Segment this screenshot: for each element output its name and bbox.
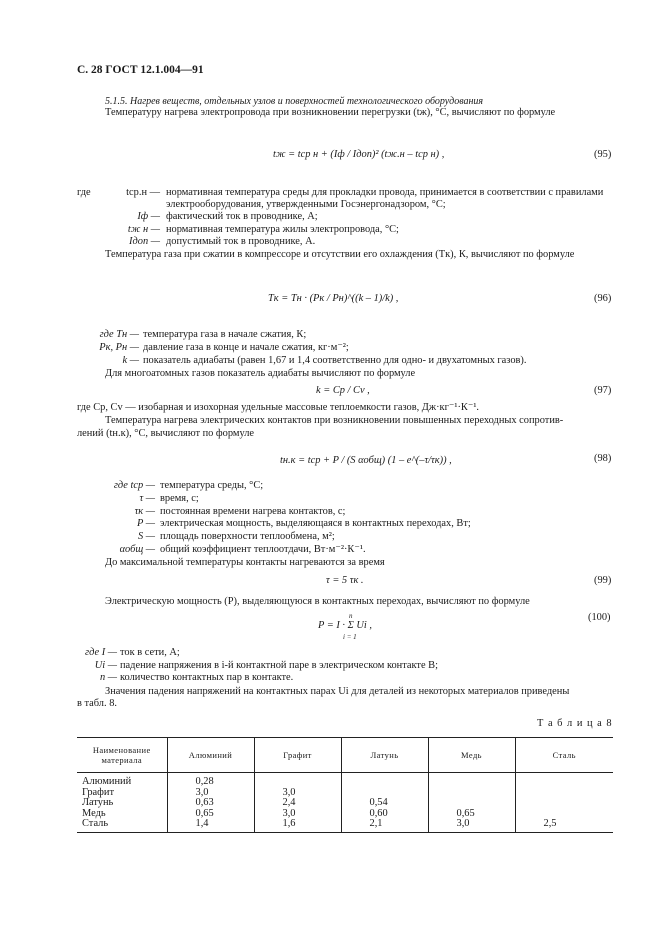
table-cell: 1,4 (167, 819, 254, 833)
equation-95: tж = tср н + (Iф / Iдоп)² (tж.н – tср н) , (273, 149, 445, 160)
where96-text-0: температура газа в начале сжатия, К; (143, 329, 307, 340)
table-cell (428, 788, 515, 799)
table-cell (515, 798, 613, 809)
equation-98-number: (98) (594, 453, 612, 464)
where100-sym-0: где I — (85, 647, 117, 658)
where96-text-1: давление газа в конце и начале сжатия, кг·м⁻²; (143, 342, 349, 353)
paragraph-4a: Температура нагрева электрических контактов при возникновении повышенных переходных сопротив- (105, 415, 564, 426)
equation-100: P = I · Σ Ui , (318, 620, 372, 631)
equation-100-number: (100) (588, 612, 611, 623)
table-header-row (77, 738, 613, 773)
table-cell: 0,65 (428, 809, 515, 820)
table-cell (515, 788, 613, 799)
table-cell: 0,63 (167, 798, 254, 809)
equation-96-number: (96) (594, 293, 612, 304)
table-cell (515, 773, 613, 788)
where95-text-4: допустимый ток в проводнике, А. (166, 236, 316, 247)
where98-text-1: время, с; (160, 493, 199, 504)
table-cell: 3,0 (254, 809, 341, 820)
table-row (77, 773, 613, 788)
where-intro: где (77, 187, 91, 198)
where98-sym-3: P — (137, 518, 155, 529)
col-header-brass: Латунь (341, 738, 428, 773)
table-cell: 2,5 (515, 819, 613, 833)
equation-99: τ = 5 τк . (326, 575, 364, 586)
table-cell: Сталь (77, 819, 167, 833)
paragraph-7b: в табл. 8. (77, 698, 117, 709)
table-cell: 3,0 (428, 819, 515, 833)
where95-text-1: электрооборудования, утвержденными Госэнергонадзором, °С; (166, 199, 446, 210)
paragraph-6: Электрическую мощность (P), выделяющуюся в контактных переходах, вычисляют по формуле (105, 596, 530, 607)
table-row (77, 809, 613, 820)
table-caption: Т а б л и ц а 8 (537, 718, 613, 729)
where100-sym-1: Ui — (94, 660, 117, 671)
table-cell (515, 809, 613, 820)
equation-98: tн.к = tср + P / (S αобщ) (1 – e^(–τ/τк)) , (280, 455, 452, 466)
col-header-graphite: Графит (254, 738, 341, 773)
table-cell: 0,60 (341, 809, 428, 820)
paragraph-7a: Значения падения напряжений на контактных парах Ui для деталей из некоторых материалов приведены (105, 686, 570, 697)
where100-text-1: падение напряжения в i-й контактной паре в электрическом контакте В; (120, 660, 438, 671)
where98-sym-5: αобщ — (119, 544, 155, 555)
sum-top: n (349, 612, 353, 620)
where98-sym-0: где tср — (113, 480, 155, 491)
paragraph-1: Температуру нагрева электропровода при возникновении перегрузки (tж), °С, вычисляют по формуле (105, 107, 556, 118)
where98-sym-4: S — (137, 531, 155, 542)
paragraph-5: До максимальной температуры контакты нагреваются за время (105, 557, 385, 568)
sum-bottom: i = 1 (343, 633, 357, 641)
where95-sym-4: Iдоп — (129, 236, 160, 247)
table-cell: 2,4 (254, 798, 341, 809)
data-table (77, 737, 613, 833)
col-header-aluminum: Алюминий (167, 738, 254, 773)
where98-text-2: постоянная времени нагрева контактов, с; (160, 506, 346, 517)
where96-sym-2: k — (122, 355, 139, 366)
table-cell: Латунь (82, 797, 114, 809)
where98-text-3: электрическая мощность, выделяющаяся в контактных переходах, Вт; (160, 518, 471, 529)
table-row (77, 788, 613, 799)
where98-text-0: температура среды, °С; (160, 480, 264, 491)
equation-99-number: (99) (594, 575, 612, 586)
table-cell: 0,65 (167, 809, 254, 820)
where95-text-3: нормативная температура жилы электропровода, °С; (166, 224, 399, 235)
equation-97: k = Cp / Cv , (316, 385, 370, 396)
where96-sym-0: где Tн — (99, 329, 139, 340)
where98-sym-1: τ — (139, 493, 155, 504)
page-header: С. 28 ГОСТ 12.1.004—91 (77, 64, 204, 76)
paragraph-4b: лений (tн.к), °С, вычисляют по формуле (77, 428, 255, 439)
where97-line: где Cp, Cv — изобарная и изохорная удельные массовые теплоемкости газов, Дж·кг⁻¹·К⁻¹. (77, 402, 480, 413)
table-cell: Алюминий (82, 776, 132, 787)
where95-sym-0: tср.н — (126, 187, 160, 198)
where98-text-4: площадь поверхности теплообмена, м²; (160, 531, 335, 542)
table-cell (428, 773, 515, 788)
table-cell (254, 773, 341, 788)
equation-97-number: (97) (594, 385, 612, 396)
table-row (77, 798, 613, 809)
paragraph-3: Для многоатомных газов показатель адиабаты вычисляют по формуле (105, 368, 416, 379)
table-cell: 1,6 (254, 819, 341, 833)
where100-text-0: ток в сети, А; (120, 647, 180, 658)
equation-95-number: (95) (594, 149, 612, 160)
section-heading: 5.1.5. Нагрев веществ, отдельных узлов и поверхностей технологического оборудования (105, 96, 484, 107)
col-header-copper: Медь (428, 738, 515, 773)
where95-text-0: нормативная температура среды для прокладки провода, принимается в соответствии с правилами (166, 187, 604, 198)
col-header-steel: Сталь (515, 738, 613, 773)
table-cell: 3,0 (254, 788, 341, 799)
table-cell: Графит (82, 786, 114, 798)
where100-text-2: количество контактных пар в контакте. (120, 672, 294, 683)
where98-sym-2: τк — (134, 506, 155, 517)
where100-sym-2: n — (99, 672, 117, 683)
table-cell: 0,28 (167, 773, 254, 788)
where98-text-5: общий коэффициент теплоотдачи, Вт·м⁻²·К⁻¹. (160, 544, 366, 555)
where95-text-2: фактический ток в проводнике, А; (166, 211, 318, 222)
table-cell: 3,0 (167, 788, 254, 799)
table-row (77, 819, 613, 833)
where96-text-2: показатель адиабаты (равен 1,67 и 1,4 соответственно для одно- и двухатомных газов). (143, 355, 527, 366)
table-cell: 0,54 (341, 798, 428, 809)
table-cell (341, 773, 428, 788)
where95-sym-3: tж н — (127, 224, 160, 235)
paragraph-2: Температура газа при сжатии в компрессоре и отсутствии его охлаждения (Tк), К, вычисляют по формуле (105, 249, 575, 260)
col-header-material: Наименование материала (77, 738, 167, 773)
equation-96: Tк = Tн · (Pк / Pн)^((k – 1)/k) , (268, 293, 399, 304)
table-cell: 2,1 (341, 819, 428, 833)
where96-sym-1: Pк, Pн — (99, 342, 139, 353)
table-cell: Медь (82, 807, 106, 819)
where95-sym-2: Iф — (137, 211, 160, 222)
